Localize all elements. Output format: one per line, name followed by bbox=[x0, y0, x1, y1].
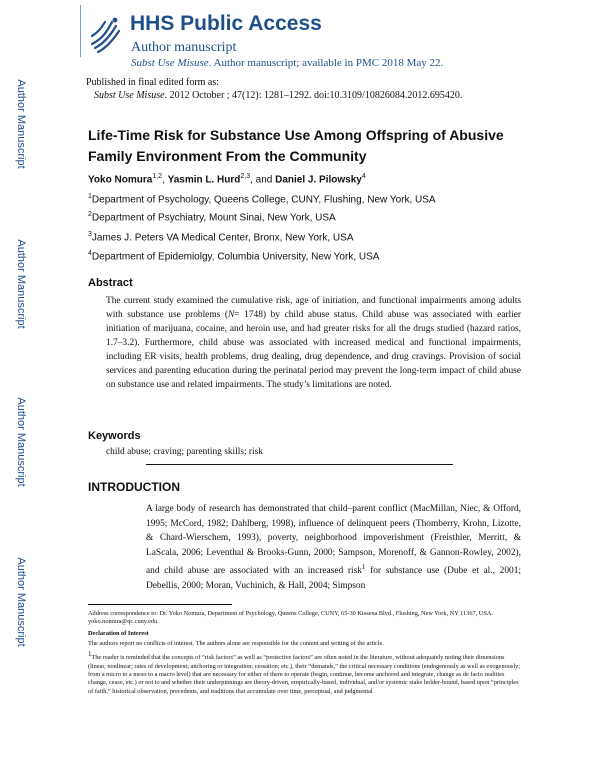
affiliation-number: 1 bbox=[88, 193, 92, 200]
intro-part: A large body of research has demonstrated that child–parent conflict (MacMillan, Niec, & Offord, 1995; McCord, 1982; Dahlberg, 1998), influence of delinquent peers (Thomberry, Krohn, Lizotte, & Chard-Wierschem, 1993), poverty, neighborhood impoverishment (Freisthler, Merritt, & LaScala, 2006; Leventhal & Brooks-Gunn, 2000; Sampson, Morenoff, & Gannon-Rowley, 2002), and child abuse are associated with an increased risk bbox=[146, 504, 521, 577]
author-affiliation-number: 2,3 bbox=[240, 173, 251, 180]
footnote-text: The reader is reminded that the concepts of “risk factors” as well as “protective factors” are often noted in the literature, without adequately noting their dimensions (linear, nonlinear; rates of development; anchoring or integration; cessation; etc.), their “demands,” the critical necessary conditions (endogenously as well as exogenously; from a micro to a meso to a macro level) that are necessary for either of them to operate (begin, continue, become anchored and integrate, change as de facto realities change, cease, etc.) or not to and whether their underpinnings are theory-driven, empirically-based, individual, and/or systemic stake holder-bound, based upon “principles of faith,” historical observation, precedents, and traditions that accumulate over time, perceptual, and judgmental bbox=[88, 654, 520, 695]
affiliation bbox=[88, 211, 336, 223]
abstract-text bbox=[106, 294, 521, 392]
affiliation bbox=[88, 231, 354, 243]
section-divider bbox=[146, 464, 453, 465]
author-name: Yoko Nomura bbox=[88, 174, 153, 186]
introduction-text bbox=[146, 502, 521, 593]
sidebar-label: Author Manuscript bbox=[15, 397, 27, 487]
publication-info bbox=[86, 76, 462, 102]
sidebar bbox=[0, 0, 40, 776]
affiliation-number: 2 bbox=[88, 211, 92, 218]
publication-line: Published in final edited form as: bbox=[86, 77, 220, 88]
article-title: Life-Time Risk for Substance Use Among Offspring of Abusive Family Environment From the Community bbox=[88, 127, 504, 164]
affiliation-text: James J. Peters VA Medical Center, Bronx, New York, USA bbox=[91, 232, 354, 244]
availability-line: Subst Use Misuse. Author manuscript; available in PMC 2018 May 22. bbox=[131, 57, 444, 69]
affiliation bbox=[88, 250, 379, 262]
footnote-ref: 1 bbox=[361, 563, 366, 571]
interest-heading: Declaration of Interest bbox=[88, 630, 149, 637]
footnote-number: 1 bbox=[88, 650, 92, 658]
author-affiliation-number: 1,2 bbox=[152, 173, 163, 180]
affiliation-number: 4 bbox=[88, 250, 92, 257]
abstract-part: The current study examined the cumulative risk, age of initiation, and functional impairments among adults with substance use problems ( bbox=[106, 296, 521, 320]
keywords-heading: Keywords bbox=[88, 430, 141, 442]
affiliation-text: Department of Psychology, Queens College, CUNY, Flushing, New York, USA bbox=[91, 194, 436, 206]
author-separator: , bbox=[162, 174, 168, 186]
sidebar-label: Author Manuscript bbox=[15, 79, 27, 169]
interest-text: The authors report no conflicts of interest. The authors alone are responsible for the content and writing of the article. bbox=[88, 640, 384, 647]
correspondence-address: Address correspondence to: Dr. Yoko Nomura, Department of Psychology, Queens College, CUNY, 65-30 Kissena Blvd., Flushing, New York, NY 11367, USA. yoko.nomura@qc.cuny.edu. bbox=[88, 610, 493, 626]
author-list bbox=[88, 173, 366, 185]
introduction-heading: INTRODUCTION bbox=[88, 480, 180, 494]
header-divider bbox=[80, 5, 81, 57]
citation-line: Subst Use Misuse. 2012 October ; 47(12): 1281–1292. doi:10.3109/10826084.2012.695420. bbox=[94, 90, 463, 101]
journal-abbrev: Subst Use Misuse bbox=[131, 57, 209, 69]
author-affiliation-number: 4 bbox=[361, 173, 366, 180]
author-separator: , and bbox=[250, 174, 276, 186]
page-title: HHS Public Access bbox=[130, 12, 322, 35]
affiliation-number: 3 bbox=[88, 231, 92, 238]
affiliation-text: Department of Epidemiolgy, Columbia University, New York, USA bbox=[91, 251, 380, 263]
intro-part: for substance use (Dube et al., 2001; Debellis, 2000; Moran, Vuchinich, & Hall, 2004; Simpson bbox=[146, 566, 521, 591]
hhs-eagle-logo-icon bbox=[88, 14, 124, 56]
sidebar-label: Author Manuscript bbox=[15, 557, 27, 647]
author-name: Daniel J. Pilowsky bbox=[275, 174, 362, 186]
affiliation bbox=[88, 193, 436, 205]
header-subtitle: Author manuscript bbox=[131, 40, 237, 55]
footnote-divider bbox=[88, 604, 232, 605]
abstract-n: N bbox=[228, 310, 235, 320]
keywords-text: child abuse; craving; parenting skills; risk bbox=[106, 447, 263, 457]
abstract-heading: Abstract bbox=[88, 277, 133, 289]
author-name: Yasmin L. Hurd bbox=[167, 174, 241, 186]
affiliation-text: Department of Psychiatry, Mount Sinai, New York, USA bbox=[91, 212, 336, 224]
abstract-part: = 1748) by child abuse status. Child abuse was associated with earlier initiation of marijuana, cocaine, and heroin use, and had greater risks for all the drugs studied (hazard ratios, 1.7–3.2). Furthermore, child abuse was associated with increased medical and functional impairments, including ER visits, health problems, drug dealing, drug dependence, and drug cravings. Provision of social services and parenting education during the perinatal period may prevent the long-term impact of child abuse on substance use and related impairments. The study’s limitations are noted. bbox=[106, 310, 522, 390]
footnote bbox=[88, 650, 521, 696]
sidebar-label: Author Manuscript bbox=[15, 239, 27, 329]
